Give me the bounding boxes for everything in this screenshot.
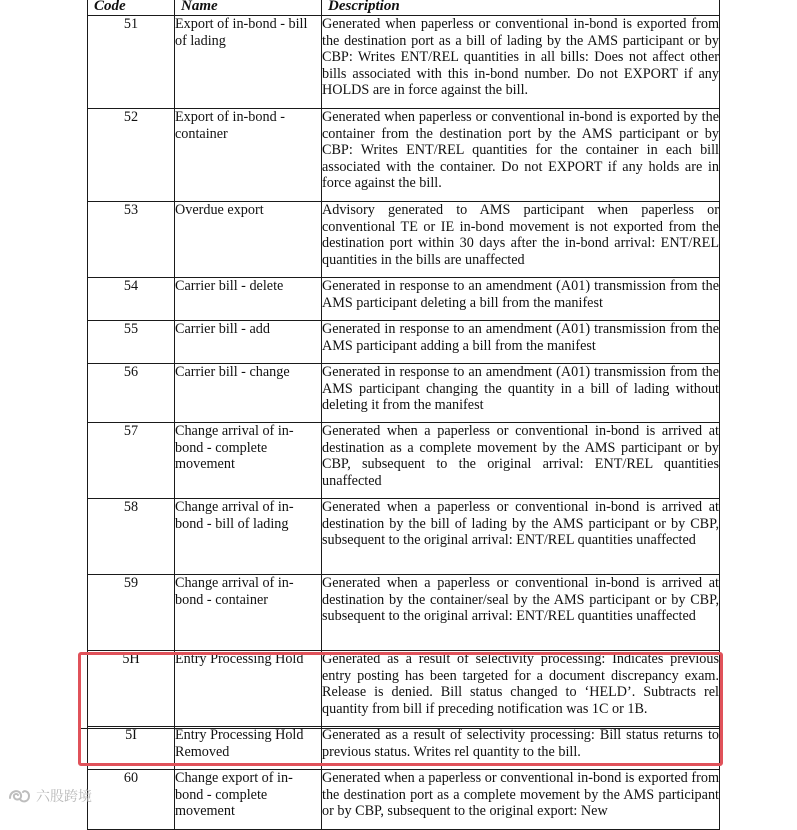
table-header-row	[88, 0, 720, 16]
table-row	[88, 423, 720, 499]
row-code: 52	[88, 109, 175, 202]
table-row	[88, 575, 720, 651]
table-row-highlighted	[88, 651, 720, 727]
row-code: 58	[88, 499, 175, 575]
table-row	[88, 278, 720, 321]
row-description: Generated when a paperless or conventional in-bond is arrived at destination as a complete movement by the AMS participant or by CBP, subsequent to the original arrival: ENT/REL quantities unaffected	[322, 423, 720, 499]
row-code: 59	[88, 575, 175, 651]
row-code: 5I	[88, 727, 175, 770]
row-description: Generated as a result of selectivity processing: Bill status returns to previous status. Writes rel quantity to the bill.	[322, 727, 720, 770]
table-row	[88, 109, 720, 202]
row-description: Generated when a paperless or conventional in-bond is arrived at destination by the container/seal by the AMS participant or by CBP, subsequent to the original arrival: ENT/REL quantities unaffected	[322, 575, 720, 651]
logo-swirl-icon	[6, 786, 32, 806]
header-name: Name	[175, 0, 322, 16]
row-description: Generated when a paperless or conventional in-bond is exported from the destination port as a complete movement by the AMS participant or by CBP, subsequent to the original export: New	[322, 770, 720, 830]
row-description: Generated in response to an amendment (A01) transmission from the AMS participant adding a bill from the manifest	[322, 321, 720, 364]
row-name: Overdue export	[175, 202, 322, 278]
row-description: Generated when paperless or conventional in-bond is exported by the container from the destination port by the AMS participant or by CBP: Writes ENT/REL quantities for the container in each bill associated with the container. Do not EXPORT if any holds are in force against the bill.	[322, 109, 720, 202]
row-description: Generated when paperless or conventional in-bond is exported from the destination port as a bill of lading by the AMS participant or by CBP: Writes ENT/REL quantities in all bills: Does not affect other bills associated with this in-bond number. Do not EXPORT if any HOLDS are in force against the bill.	[322, 16, 720, 109]
table-row	[88, 202, 720, 278]
row-name: Carrier bill - change	[175, 364, 322, 423]
row-name: Change arrival of in-bond - bill of lading	[175, 499, 322, 575]
notification-code-table	[87, 0, 720, 830]
header-code: Code	[88, 0, 175, 16]
row-name: Export of in-bond - container	[175, 109, 322, 202]
table-row	[88, 321, 720, 364]
row-name: Change export of in-bond - complete movement	[175, 770, 322, 830]
row-code: 55	[88, 321, 175, 364]
watermark	[6, 786, 92, 806]
row-name: Export of in-bond - bill of lading	[175, 16, 322, 109]
row-description: Advisory generated to AMS participant when paperless or conventional TE or IE in-bond movement is not exported from the destination port within 30 days after the in-bond arrival: ENT/REL quantities in the bills are unaffected	[322, 202, 720, 278]
row-code: 56	[88, 364, 175, 423]
row-description: Generated as a result of selectivity processing: Indicates previous entry posting has been targeted for a document discrepancy exam. Release is denied. Bill status changed to ‘HELD’. Subtracts rel quantity from bill if preceding notification was 1C or 1B.	[322, 651, 720, 727]
row-name: Change arrival of in-bond - container	[175, 575, 322, 651]
row-code: 51	[88, 16, 175, 109]
row-code: 60	[88, 770, 175, 830]
row-description: Generated in response to an amendment (A01) transmission from the AMS participant changing the quantity in a bill of lading without deleting it from the manifest	[322, 364, 720, 423]
table-row	[88, 364, 720, 423]
table-row	[88, 16, 720, 109]
row-name: Change arrival of in-bond - complete movement	[175, 423, 322, 499]
row-name: Entry Processing Hold	[175, 651, 322, 727]
row-description: Generated when a paperless or conventional in-bond is arrived at destination by the bill of lading by the AMS participant or by CBP, subsequent to the original arrival: ENT/REL quantities unaffected	[322, 499, 720, 575]
watermark-text: 六股跨境	[36, 789, 92, 805]
row-name: Carrier bill - add	[175, 321, 322, 364]
row-code: 57	[88, 423, 175, 499]
row-code: 54	[88, 278, 175, 321]
table-row	[88, 770, 720, 830]
table-row-highlighted	[88, 727, 720, 770]
row-name: Entry Processing Hold Removed	[175, 727, 322, 770]
row-name: Carrier bill - delete	[175, 278, 322, 321]
row-description: Generated in response to an amendment (A01) transmission from the AMS participant deleting a bill from the manifest	[322, 278, 720, 321]
header-description: Description	[322, 0, 720, 16]
row-code: 5H	[88, 651, 175, 727]
row-code: 53	[88, 202, 175, 278]
table-row	[88, 499, 720, 575]
